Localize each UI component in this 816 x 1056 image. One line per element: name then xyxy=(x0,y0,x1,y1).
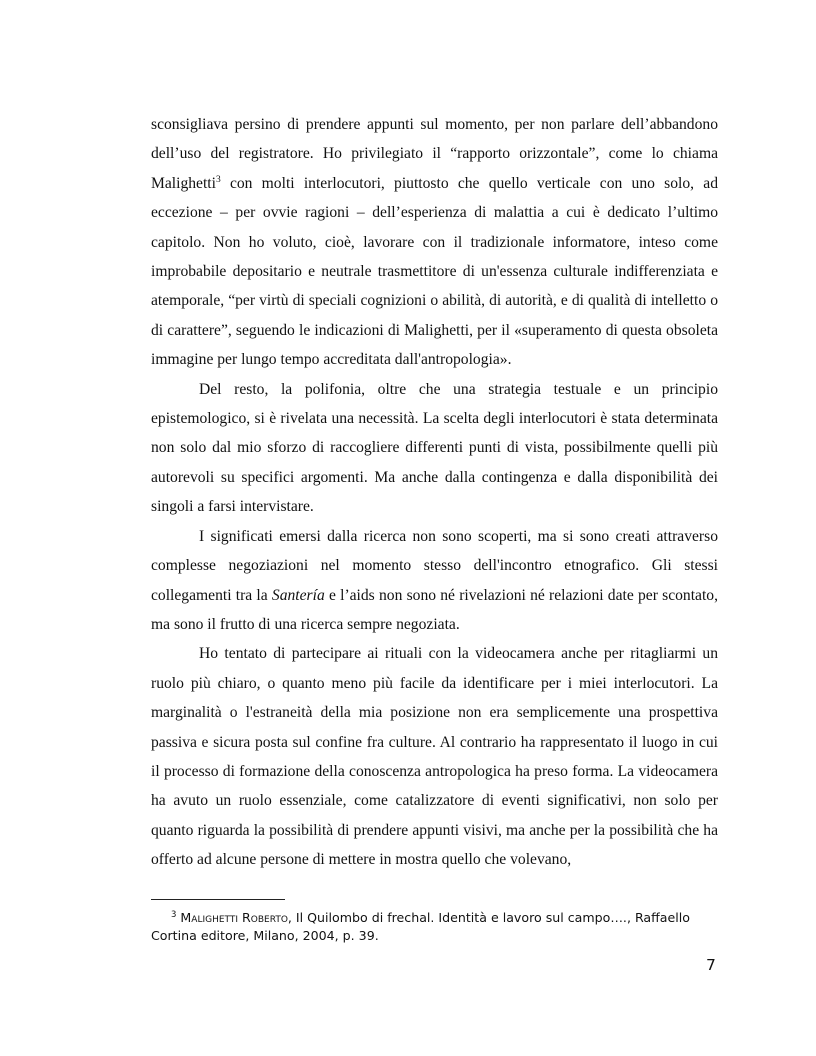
footnote-text: , Il Quilombo di frechal. Identità e lavoro sul campo…., Raffaello Cortina editore, Milano, 2004, p. 39. xyxy=(151,910,690,943)
paragraph-3 xyxy=(151,522,718,640)
paragraph-1-text-a: sconsigliava persino di prendere appunti sul momento, per non parlare dell’abbandono dell’uso del registratore. Ho privilegiato il “rapporto orizzontale”, come lo chiama Malighetti xyxy=(151,116,718,192)
page-number: 7 xyxy=(706,956,716,974)
paragraph-2: Del resto, la polifonia, oltre che una strategia testuale e un principio epistemologico, si è rivelata una necessità. La scelta degli interlocutori è stata determinata non solo dal mio sforzo di raccogliere differenti punti di vista, possibilmente quelli più autorevoli su specifici argomenti. Ma anche dalla contingenza e dalla disponibilità dei singoli a farsi intervistare. xyxy=(151,380,718,516)
paragraph-1-text-b: con molti interlocutori, piuttosto che quello verticale con uno solo, ad eccezione – per ovvie ragioni – dell’esperienza di malattia a cui è dedicato l’ultimo capitolo. Non ho voluto, cioè, lavorare con il tradizionale informatore, inteso come improbabile depositario e neutrale trasmettitore di un'essenza culturale indifferenziata e atemporale, “per virtù di speciali cognizioni o abilità, di autorità, e di qualità di intelletto o di carattere”, seguendo le indicazioni di Malighetti, per il «superamento di questa obsoleta immagine per lungo tempo accreditata dall'antropologia». xyxy=(151,174,718,369)
footnote xyxy=(151,909,721,945)
footnote-separator xyxy=(151,899,285,900)
paragraph-3-text-b: e l’aids non sono né rivelazioni né relazioni date per scontato, ma sono il frutto di una ricerca sempre negoziata. xyxy=(151,586,718,633)
footnote-number: 3 xyxy=(171,909,177,920)
footnote-reference: 3 xyxy=(215,174,221,185)
body-text xyxy=(151,110,718,875)
footnote-author: Malighetti Roberto xyxy=(180,910,288,925)
paragraph-3-emphasis: Santería xyxy=(271,586,325,604)
paragraph-3-text-a: I significati emersi dalla ricerca non sono scoperti, ma si sono creati attraverso complesse negoziazioni nel momento stesso dell'incontro etnografico. Gli stessi collegamenti tra la xyxy=(151,527,718,604)
paragraph-1 xyxy=(151,110,718,375)
paragraph-4: Ho tentato di partecipare ai rituali con la videocamera anche per ritagliarmi un ruolo più chiaro, o quanto meno più facile da identificare per i miei interlocutori. La marginalità o l'estraneità della mia posizione non era semplicemente una prospettiva passiva e sicura posta sul confine fra culture. Al contrario ha rappresentato il luogo in cui il processo di formazione della conoscenza antropologica ha preso forma. La videocamera ha avuto un ruolo essenziale, come catalizzatore di eventi significativi, non solo per quanto riguarda la possibilità di prendere appunti visivi, ma anche per la possibilità che ha offerto ad alcune persone di mettere in mostra quello che volevano, xyxy=(151,645,718,869)
